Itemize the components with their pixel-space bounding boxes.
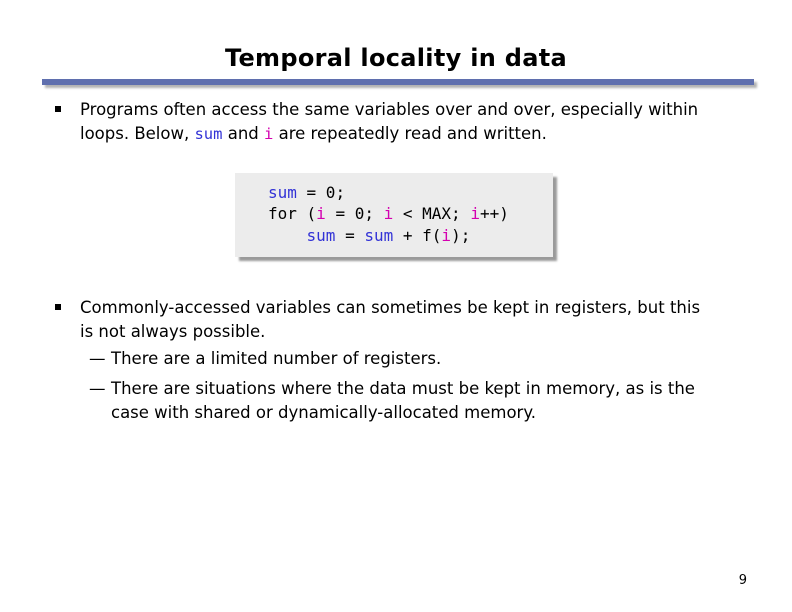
code-i: i bbox=[441, 226, 452, 245]
text-segment: and bbox=[222, 124, 265, 143]
code-i: i bbox=[470, 204, 480, 223]
dash-marker: — bbox=[89, 349, 106, 368]
sum-variable: sum bbox=[194, 125, 223, 143]
sub-bullet-1-text: There are a limited number of registers. bbox=[111, 349, 442, 368]
text-segment: are repeatedly read and written. bbox=[273, 124, 547, 143]
bullet-2-line-2: is not always possible. bbox=[80, 322, 266, 341]
title-rule bbox=[42, 79, 754, 85]
code-text: = 0; bbox=[325, 204, 384, 223]
code-text: < MAX; bbox=[393, 204, 471, 223]
i-variable: i bbox=[264, 125, 274, 143]
code-sum: sum bbox=[268, 183, 297, 202]
code-text: = 0; bbox=[296, 183, 346, 202]
bullet-1-text bbox=[80, 98, 760, 146]
bullet-2-line-1: Commonly-accessed variables can sometimes be kept in registers, but this bbox=[80, 298, 701, 317]
bullet-marker bbox=[55, 106, 61, 112]
dash-marker: — bbox=[89, 379, 106, 398]
text-segment: loops. Below, bbox=[80, 124, 195, 143]
sub-bullet-2-line-1: There are situations where the data must be kept in memory, as is the bbox=[111, 379, 695, 398]
code-text: for ( bbox=[268, 204, 317, 223]
code-i: i bbox=[316, 204, 326, 223]
page-number: 9 bbox=[738, 573, 747, 588]
bullet-2-text bbox=[80, 296, 760, 344]
sub-bullet-2-line-2: case with shared or dynamically-allocated memory. bbox=[111, 403, 536, 422]
code-i: i bbox=[383, 204, 394, 223]
code-text: = bbox=[335, 226, 365, 245]
code-line-1 bbox=[268, 182, 345, 203]
code-line-2 bbox=[268, 203, 509, 224]
code-text: ++) bbox=[479, 204, 509, 223]
bullet-marker bbox=[55, 304, 61, 310]
code-indent bbox=[268, 226, 307, 245]
slide-title: Temporal locality in data bbox=[224, 44, 568, 72]
code-sum: sum bbox=[306, 226, 336, 245]
sub-bullet-2-text bbox=[111, 377, 751, 425]
code-line-3 bbox=[268, 225, 470, 246]
code-sum: sum bbox=[364, 226, 394, 245]
bullet-1-line-1: Programs often access the same variables over and over, especially within bbox=[80, 100, 699, 119]
code-text: ); bbox=[451, 226, 471, 245]
code-text: + f( bbox=[393, 226, 442, 245]
bullet-1-line-2 bbox=[80, 122, 760, 146]
